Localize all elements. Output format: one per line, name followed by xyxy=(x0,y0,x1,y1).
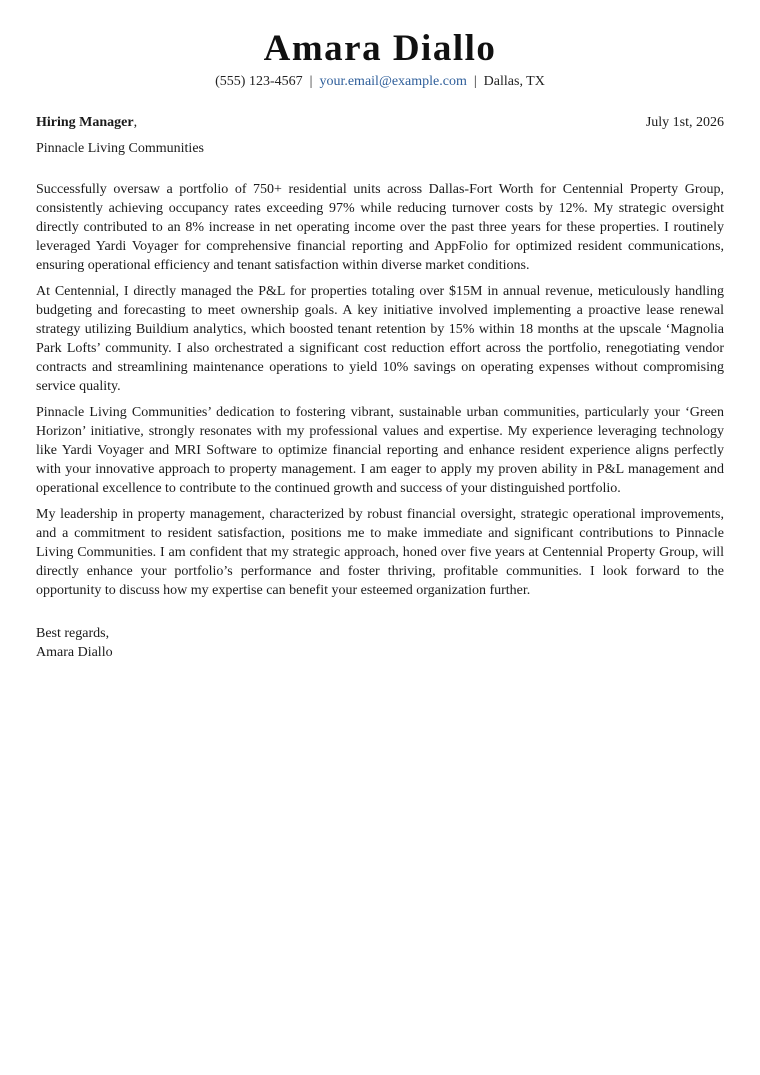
recipient-title-text: Hiring Manager xyxy=(36,115,134,130)
email-link[interactable]: your.email@example.com xyxy=(319,74,467,89)
letter-body xyxy=(36,180,724,607)
body-paragraph: Successfully oversaw a portfolio of 750+ residential units across Dallas-Fort Worth for Centennial Property Group, consistently achieving occupancy rates exceeding 97% while reducing turnover costs by 12%. My strategic oversight directly contributed to an 8% increase in net operating income over the past three years for these properties. I routinely leveraged Yardi Voyager for comprehensive financial reporting and AppFolio for optimized resident communications, ensuring operational efficiency and tenant satisfaction within diverse market conditions. xyxy=(36,182,724,273)
contact-line xyxy=(36,73,724,91)
closing-salutation: Best regards, xyxy=(36,626,110,641)
body-paragraph: My leadership in property management, characterized by robust financial oversight, strategic operational improvements, and a commitment to resident satisfaction, positions me to make immediate and significant contributions to Pinnacle Living Communities. I am confident that my strategic approach, honed over five years at Centennial Property Group, will directly enhance your portfolio’s performance and foster thriving, profitable communities. I look forward to the opportunity to discuss how my expertise can benefit your esteemed organization further. xyxy=(36,507,724,598)
phone-number: (555) 123-4567 xyxy=(215,74,303,89)
location: Dallas, TX xyxy=(483,74,545,89)
letter-date: July 1st, 2026 xyxy=(645,115,724,130)
contact-separator: | xyxy=(309,74,313,89)
contact-separator: | xyxy=(473,74,477,89)
applicant-name: Amara Diallo xyxy=(263,28,497,69)
letter-closing xyxy=(36,624,113,662)
closing-signature: Amara Diallo xyxy=(36,645,113,660)
recipient-title xyxy=(36,114,137,132)
recipient-company: Pinnacle Living Communities xyxy=(36,141,204,156)
recipient-title-suffix: , xyxy=(133,115,138,130)
body-paragraph: Pinnacle Living Communities’ dedication to fostering vibrant, sustainable urban communities, particularly your ‘Green Horizon’ initiative, strongly resonates with my professional values and expertise. My experience leveraging technology like Yardi Voyager and MRI Software to optimize financial reporting and enhance resident experience aligns perfectly with your innovative approach to property management. I am eager to apply my proven ability in P&L management and operational excellence to contribute to the continued growth and success of your distinguished portfolio. xyxy=(36,405,724,496)
body-paragraph: At Centennial, I directly managed the P&L for properties totaling over $15M in annual revenue, meticulously handling budgeting and forecasting to meet ownership goals. A key initiative involved implementing a proactive lease renewal strategy utilizing Buildium analytics, which boosted tenant retention by 15% within 18 months at the upscale ‘Magnolia Park Lofts’ community. I also orchestrated a significant cost reduction effort across the portfolio, renegotiating vendor contracts and streamlining maintenance operations to yield 10% savings on operating expenses without compromising service quality. xyxy=(36,284,724,394)
